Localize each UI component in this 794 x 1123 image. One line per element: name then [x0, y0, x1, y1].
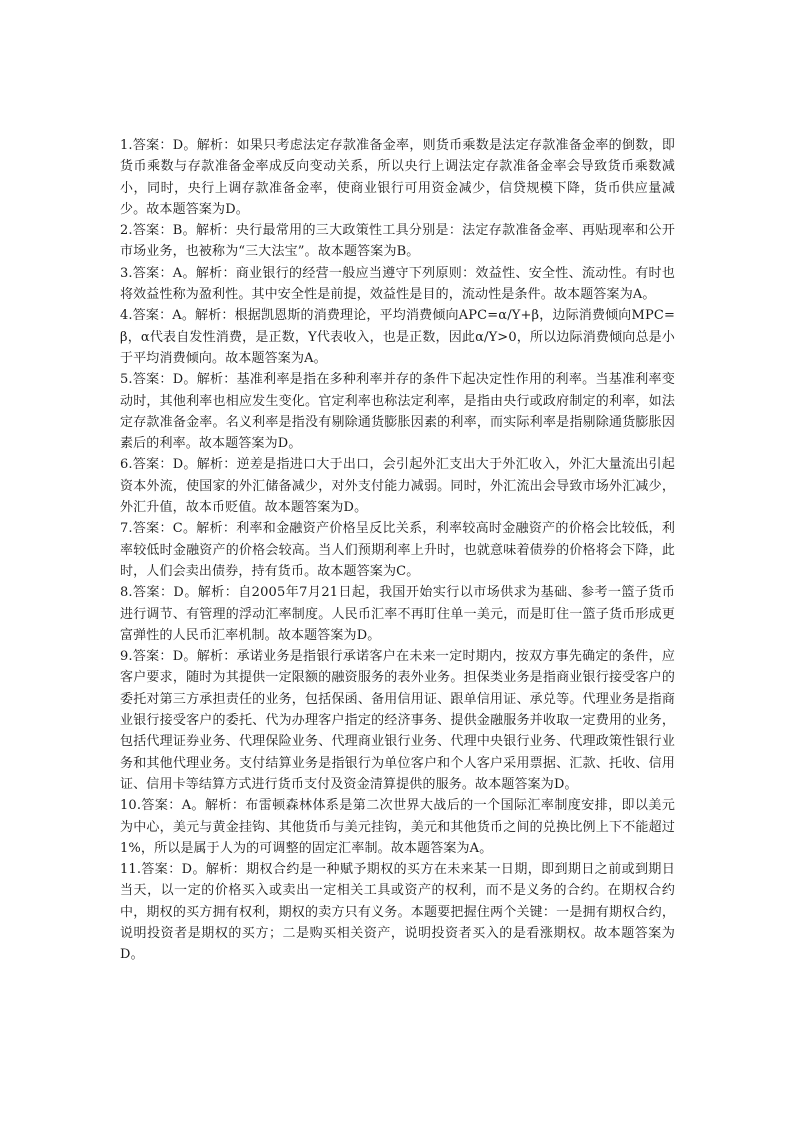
answer-item-11: 11.答案：D。解析：期权合约是一种赋予期权的买方在未来某一日期，即到期日之前或到期日当天，以一定的价格买入或卖出一定相关工具或资产的权利，而不是义务的合约。在期权合约中，期权的买方拥有权利，期权的卖方只有义务。本题要把握住两个关键：一是拥有期权合约，说明投资者是期权的买方；二是购买相关资产，说明投资者买入的是看涨期权。故本题答案为D。	[120, 862, 675, 963]
answer-item-4: 4.答案：A。解析：根据凯恩斯的消费理论，平均消费倾向APC=α/Y+β，边际消费倾向MPC=β，α代表自发性消费，是正数，Y代表收入，也是正数，因此α/Y>0，所以边际消费倾向总是小于平均消费倾向。故本题答案为A。	[120, 308, 675, 366]
answer-item-7: 7.答案：C。解析：利率和金融资产价格呈反比关系，利率较高时金融资产的价格会比较低，利率较低时金融资产的价格会较高。当人们预期利率上升时，也就意味着债券的价格将会下降，此时，人们会卖出债券，持有货币。故本题答案为C。	[120, 521, 675, 579]
answer-item-10: 10.答案：A。解析：布雷顿森林体系是第二次世界大战后的一个国际汇率制度安排，即以美元为中心，美元与黄金挂钩、其他货币与美元挂钩，美元和其他货币之间的兑换比例上下不能超过1%，所以是属于人为的可调整的固定汇率制。故本题答案为A。	[120, 798, 675, 856]
answer-item-1: 1.答案：D。解析：如果只考虑法定存款准备金率，则货币乘数是法定存款准备金率的倒数，即货币乘数与存款准备金率成反向变动关系，所以央行上调法定存款准备金率会导致货币乘数减小，同时，央行上调存款准备金率，使商业银行可用资金减少，信贷规模下降，货币供应量减少。故本题答案为D。	[120, 138, 675, 217]
answer-item-3: 3.答案：A。解析：商业银行的经营一般应当遵守下列原则：效益性、安全性、流动性。有时也将效益性称为盈利性。其中安全性是前提，效益性是目的，流动性是条件。故本题答案为A。	[120, 265, 675, 303]
answer-item-2: 2.答案：B。解析：央行最常用的三大政策性工具分别是：法定存款准备金率、再贴现率和公开市场业务，也被称为“三大法宝”。故本题答案为B。	[120, 223, 675, 260]
answer-document	[120, 135, 675, 966]
answer-item-9: 9.答案：D。解析：承诺业务是指银行承诺客户在未来一定时期内，按双方事先确定的条件，应客户要求，随时为其提供一定限额的融资服务的表外业务。担保类业务是指商业银行接受客户的委托对第三方承担责任的业务，包括保函、备用信用证、跟单信用证、承兑等。代理业务是指商业银行接受客户的委托、代为办理客户指定的经济事务、提供金融服务并收取一定费用的业务，包括代理证券业务、代理保险业务、代理商业银行业务、代理中央银行业务、代理政策性银行业务和其他代理业务。支付结算业务是指银行为单位客户和个人客户采用票据、汇款、托收、信用证、信用卡等结算方式进行货币支付及资金清算提供的服务。故本题答案为D。	[120, 649, 675, 792]
answer-item-6: 6.答案：D。解析：逆差是指进口大于出口，会引起外汇支出大于外汇收入，外汇大量流出引起资本外流，使国家的外汇储备减少，对外支付能力减弱。同时，外汇流出会导致市场外汇减少，外汇升值，故本币贬值。故本题答案为D。	[120, 457, 675, 516]
answer-item-8: 8.答案：D。解析：自2005年7月21日起，我国开始实行以市场供求为基础、参考一篮子货币进行调节、有管理的浮动汇率制度。人民币汇率不再盯住单一美元，而是盯住一篮子货币形成更富弹性的人民币汇率机制。故本题答案为D。	[120, 585, 675, 643]
answer-item-5: 5.答案：D。解析：基准利率是指在多种利率并存的条件下起决定性作用的利率。当基准利率变动时，其他利率也相应发生变化。官定利率也称法定利率，是指由央行或政府制定的利率，如法定存款准备金率。名义利率是指没有剔除通货膨胀因素的利率，而实际利率是指剔除通货膨胀因素后的利率。故本题答案为D。	[120, 372, 675, 452]
